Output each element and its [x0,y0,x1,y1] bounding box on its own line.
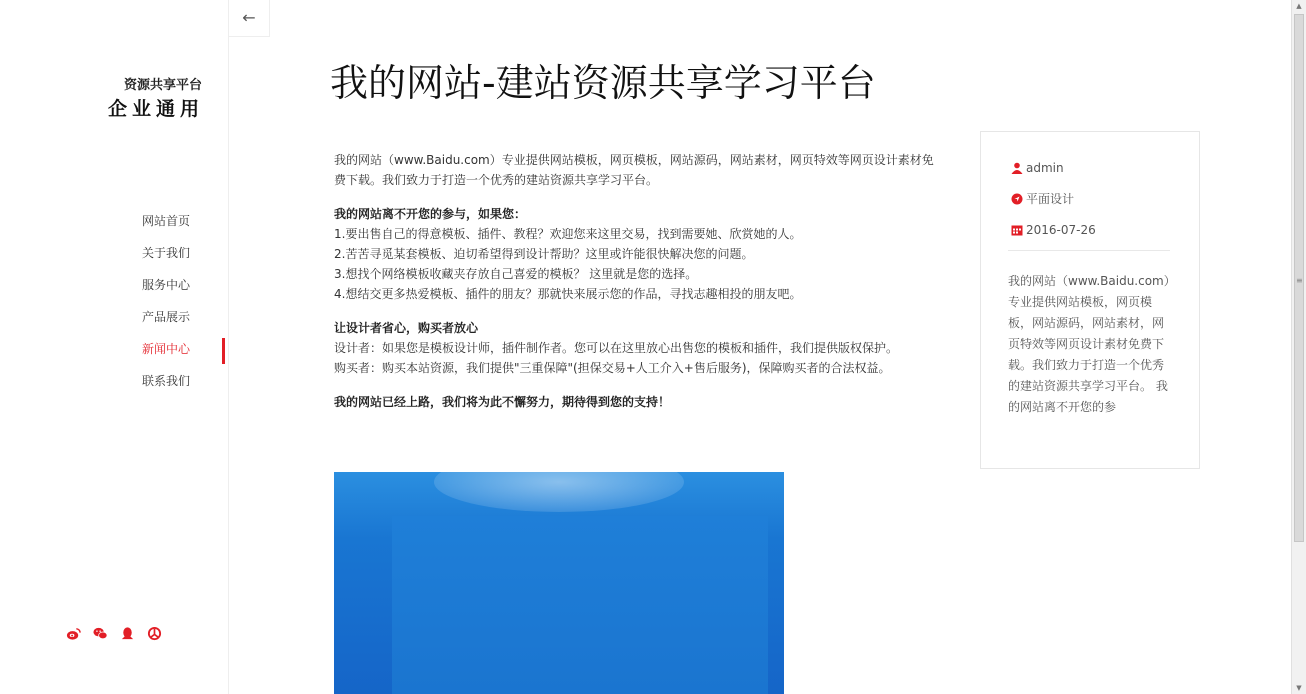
nav-item-news[interactable]: 新闻中心 [141,342,190,356]
image-glow [434,472,684,512]
nav-active-indicator [222,338,225,364]
nav-item-contact[interactable]: 联系我们 [141,374,190,388]
main-nav [142,205,190,397]
section-heading: 我的网站离不开您的参与，如果您： [334,207,527,221]
list-item: 4.想结交更多热爱模板、插件的朋友？那就快来展示您的作品，寻找志趣相投的朋友吧。 [334,287,802,301]
list-item: 3.想找个网络模板收藏夹存放自己喜爱的模板？ 这里就是您的选择。 [334,267,698,281]
grip-icon: ≡ [1296,276,1303,285]
category-row [1011,183,1096,214]
qq-icon[interactable] [120,626,135,641]
nav-item-services[interactable]: 服务中心 [141,278,190,292]
weibo-icon[interactable] [66,626,81,641]
publish-date: 2016-07-26 [1026,222,1096,237]
logo-title[interactable]: 资源共享平台 [123,78,202,93]
share-icon[interactable] [147,626,162,641]
image-panel [392,516,768,694]
date-row [1011,214,1096,245]
list-item: 1.要出售自己的得意模板、插件、教程？欢迎您来这里交易，找到需要她、欣赏她的人。 [334,227,802,241]
logo-subtitle[interactable]: 企业通用 [107,98,204,120]
page-title: 我的网站-建站资源共享学习平台 [330,61,876,105]
article-intro-line: 我的网站（www.Baidu.com）专业提供网站模板，网页模板，网站源码，网站素材，网页特效等网页设计素材免 [334,153,934,167]
article-image [334,472,784,694]
divider [1008,250,1170,251]
closing-statement: 我的网站已经上路，我们将为此不懈努力，期待得到您的支持！ [334,395,671,409]
wechat-icon[interactable] [93,626,108,641]
list-item: 设计者：如果您是模板设计师，插件制作者。您可以在这里放心出售您的模板和插件，我们提供版权保护。 [334,341,899,355]
user-icon [1011,162,1023,174]
scroll-up-arrow[interactable]: ▲ [1296,2,1302,10]
nav-item-home[interactable]: 网站首页 [141,214,190,228]
sidebar [0,0,229,694]
author-name[interactable]: admin [1026,160,1064,175]
calendar-icon [1011,224,1023,236]
tag-icon [1011,193,1023,205]
article-body [334,150,966,426]
vertical-scrollbar[interactable] [1291,0,1306,694]
category-link[interactable]: 平面设计 [1026,191,1075,206]
article-summary: 我的网站（www.Baidu.com）专业提供网站模板，网页模板，网站源码，网站素材，网页特效等网页设计素材免费下载。我们致力于打造一个优秀的建站资源共享学习平台。 我的网站离不开您的参 [1008,274,1170,414]
scroll-down-arrow[interactable]: ▼ [1296,684,1302,692]
nav-item-about[interactable]: 关于我们 [141,246,190,260]
list-item: 2.苦苦寻觅某套模板、迫切希望得到设计帮助？这里或许能很快解决您的问题。 [334,247,754,261]
article-info-panel [980,131,1200,469]
section-heading: 让设计者省心，购买者放心 [334,321,479,335]
social-links [66,626,162,641]
article-intro-line: 费下载。我们致力于打造一个优秀的建站资源共享学习平台。 [334,173,659,187]
back-button[interactable]: ← [229,0,270,37]
nav-item-products[interactable]: 产品展示 [141,310,190,324]
list-item: 购买者：购买本站资源，我们提供"三重保障"(担保交易+人工介入+售后服务)，保障购买者的合法权益。 [334,361,891,375]
author-row [1011,152,1096,183]
